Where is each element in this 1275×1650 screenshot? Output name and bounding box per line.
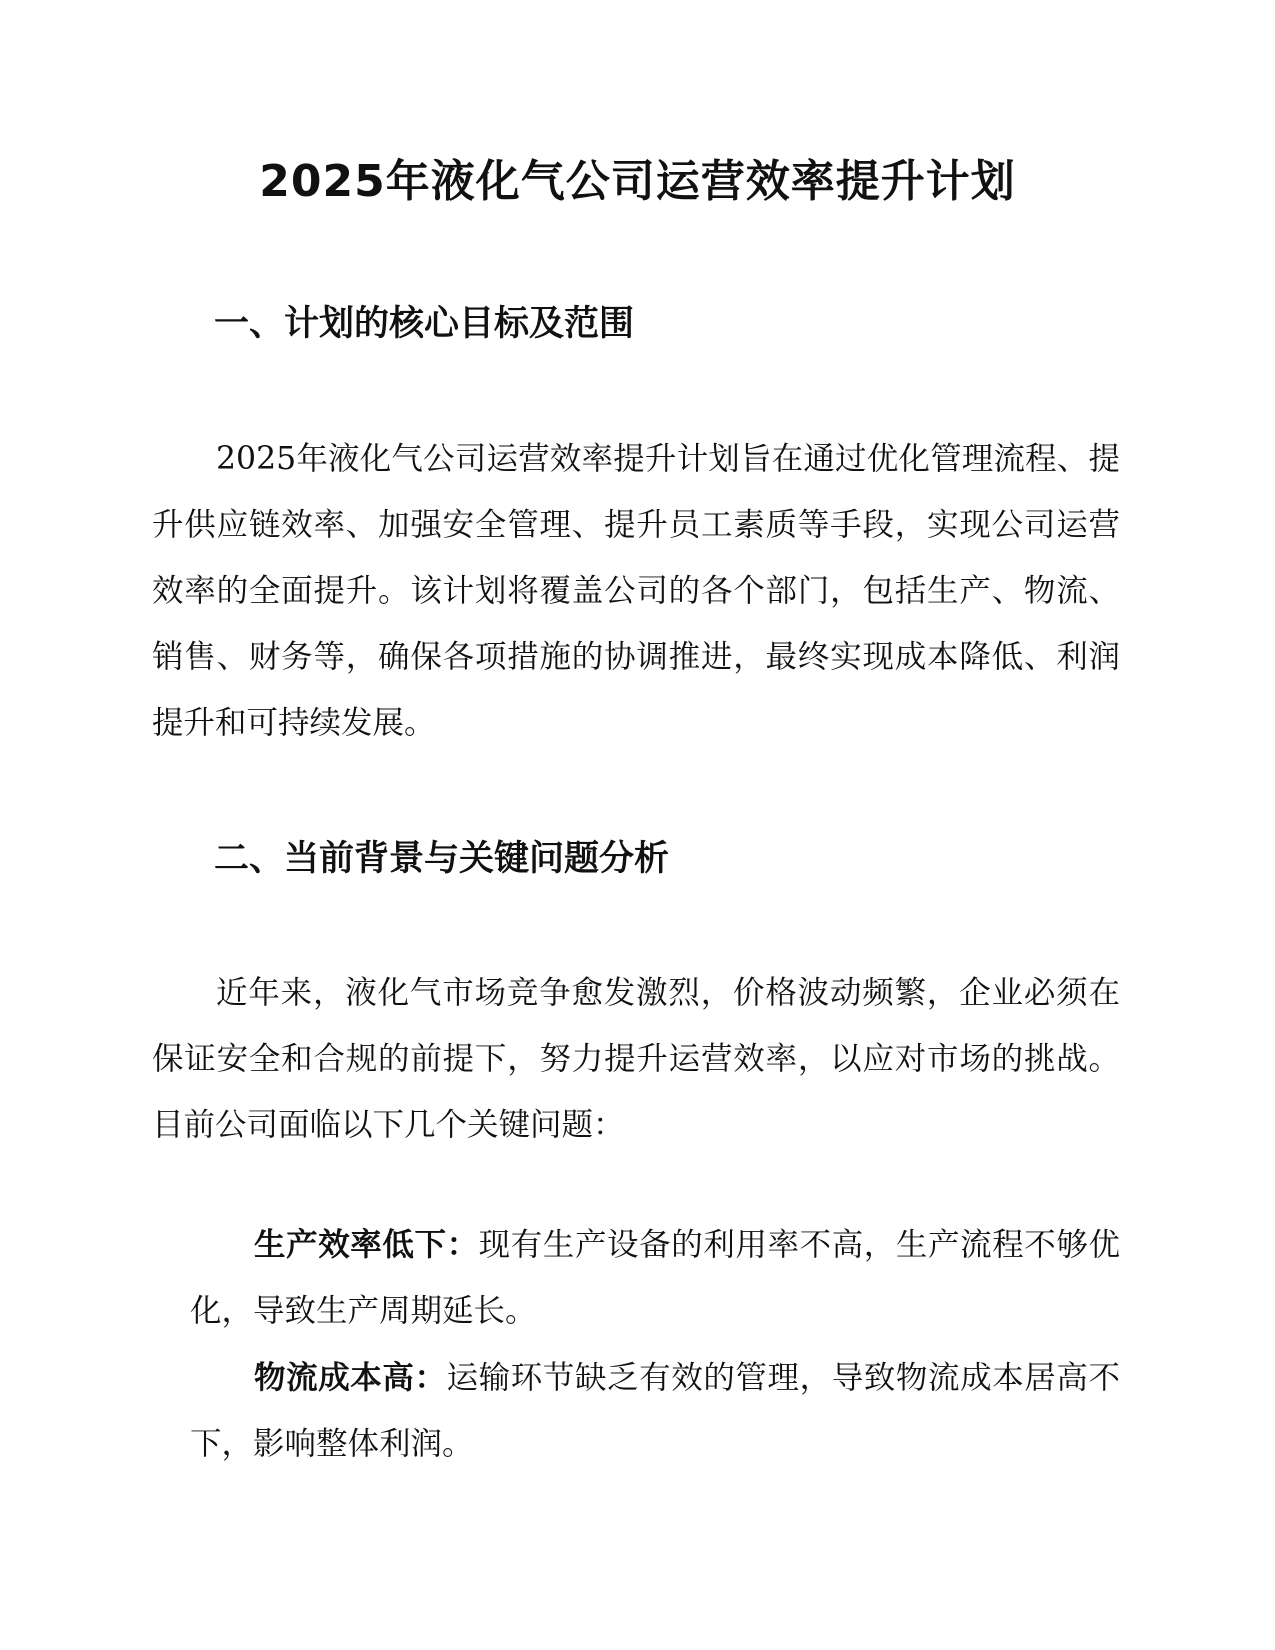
issue-item-logistics [190,1345,1120,1477]
section-heading-background: 二、当前背景与关键问题分析 [214,839,670,879]
issue-term: 物流成本高： [254,1360,447,1396]
section-heading-goals: 一、计划的核心目标及范围 [214,304,635,344]
issue-text: 现有生产设备的利用率不高，生产流程不够优化，导致生产周期延长。 [190,1227,1120,1329]
issue-term: 生产效率低下： [254,1227,479,1263]
section-paragraph-goals: 2025年液化气公司运营效率提升计划旨在通过优化管理流程、提升供应链效率、加强安全管理、提升员工素质等手段，实现公司运营效率的全面提升。该计划将覆盖公司的各个部门，包括生产、物流、销售、财务等，确保各项措施的协调推进，最终实现成本降低、利润提升和可持续发展。 [152,441,1120,741]
document-title: 2025年液化气公司运营效率提升计划 [259,156,1016,207]
issue-text: 运输环节缺乏有效的管理，导致物流成本居高不下，影响整体利润。 [190,1360,1120,1462]
issue-item-production [190,1212,1120,1344]
section-paragraph-background: 近年来，液化气市场竞争愈发激烈，价格波动频繁，企业必须在保证安全和合规的前提下，努力提升运营效率，以应对市场的挑战。目前公司面临以下几个关键问题： [152,975,1120,1143]
